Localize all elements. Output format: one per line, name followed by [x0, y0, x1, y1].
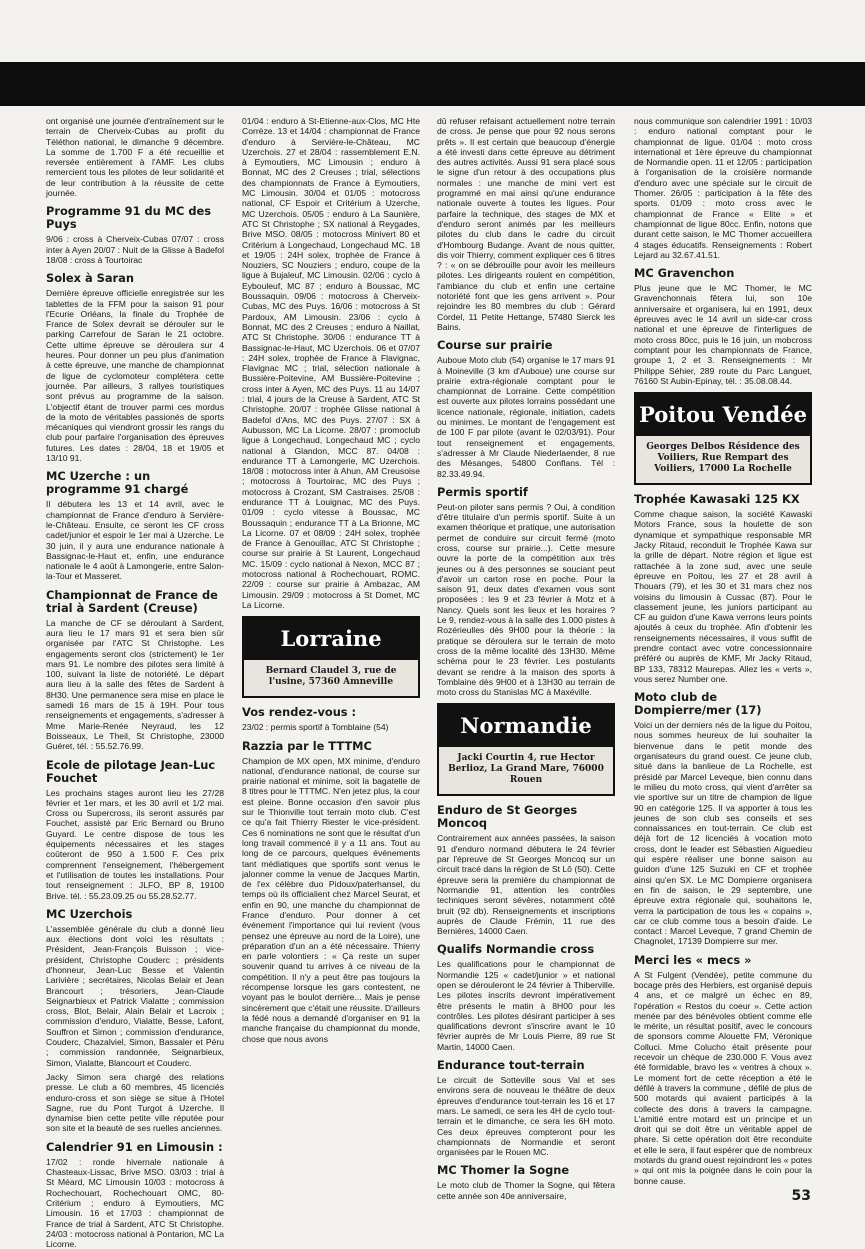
- article-paragraph: Il débutera les 13 et 14 avril, avec le championnat de France d'enduro à Servière-le-Château. Ensuite, ce seront les CF cross cadet/junior et espoir le 1er mai à Uzerche. Le 30 juin, il y aura une endurance nationale à Bassignac-le-Haut et, enfin, une endurance nationale le 4 août à Lamongerie, entre Salon-la-Tour et Masseret.: [46, 499, 224, 582]
- article-paragraph: A St Fulgent (Vendée), petite commune du bocage près des Herbiers, est organisé depuis 4 ans, et ce malgré un échec en 89, l'opération « Restos du coeur ». Cette action menée par des bénévoles obtient comme elle le mérite, un résultat positif, avec le concours de sponsors comme Alouette FM, Véronique Colluci. Mme Colucho était présente pour recevoir un chèque de 230.000 F. Vous avez été formidable, bravo les « ventres à choux ». Le moment fort de cette réception a été le défilé à travers la commune , défilé de plus de 500 motards qui avaient participés à la collecte des dons à travers la campagne. L'amitié entre motard est un principe et un droit qui se doit être un véritable appel de phare. Si cette opération doit être reconduite et elle le sera, il faut espérer que de nombreux motards du grand ouest rejoindront les « potes » qui ont mis la poignée dans le coin pour la bonne cause.: [634, 969, 812, 1186]
- article-paragraph: Comme chaque saison, la société Kawaski Motors France, sous la houlette de son dynamique et sympathique responsable MR Jacky Ritaud, reconduit le Trophée Kawa sur la grille de départ. Notre région et ligue est rattachée à la zone sud, avec une seule épreuve en Poitou, les 27 et 28 avril à Thouars (79), et les 30 et 31 mars chez nos voisins du limousin à Cussac (87). Pour le classement jeune, les juniors participant au CF au guidon d'une Kawa verrons leurs points ajoutés à ceux du trophée. Afin d'obtenir les renseignements nécessaires, il vous suffit de prendre contact avec votre concessionnaire préféré ou auprès de KMF, Mr Jacky Ritaud, BP 133, 78312 Maurepas. Allez les « verts », vous serez Number one.: [634, 509, 812, 684]
- article-paragraph: La manche de CF se déroulant à Sardent, aura lieu le 17 mars 91 et sera bien sûr organisée par l'ATC St Christophe. Les engagements seront clos (strictement) le 1er mars 91. Le nombre des pilotes sera limité à 100, suivant la liste de notoriété. Le départ aura lieu à la salle des fêtes de Sardent à 8H30. Une permanence sera mise en place le samedi 16 mars de 15 à 19H. Pour tous renseignements et engagements, s'adresser à Mme Marie-Renée Neyraud, les 12 Boisseaux, Le Theil, St Christophe, 23000 Guéret, tél. : 55.52.76.99.: [46, 617, 224, 752]
- section-heading: MC Thomer la Sogne: [437, 1163, 570, 1178]
- column-2: [242, 116, 420, 1196]
- article-paragraph: L'assemblée générale du club a donné lieu aux élections dont voici les résultats : Président, Jean-François Buisson ; vice-président, Christophe Couderc ; présidents d'honneur, Jean-Luc Besse et Valentin Larivière ; secrétaires, Nicolas Belair et Jean Brancourt ; trésoriers, Jean-Claude Seignarbieux et Patrick Vialatte ; commission cross, Blot, Belair, Alain Belair et Lacroix ; commission d'enduro, Vialatte, Besse, Lafont, Souffron et Simon ; commission d'endurance, Couderc, Chazalviel, Simon, Bassaler et Péru ; commission randonnée, Seignarbieux, Simon, Vialatte, Blancourt et Couderc.: [46, 923, 224, 1068]
- article-paragraph: Plus jeune que le MC Thomer, le MC Gravenchonnais fêtera lui, son 10e anniversaire et organisera, lui en 1991, deux épreuves avec le 14 avril un side-car cross national et une épreuve de l'interligues de moto cross 80cc, puis le 16 juin, un mobcross comptant pour les championnats de France, groupe 1, 2 et 3. Renseignements : Mr Philippe Séhier, 289 route du Parc Languet, 76160 St Aubin-Epinay, tél. : 35.08.08.44.: [634, 283, 812, 386]
- region-contact-address: Georges Delbos Résidence des Voiliers, Rue Rempart des Voiliers, 17000 La Rochelle: [646, 442, 800, 475]
- article-paragraph: Peut-on piloter sans permis ? Oui, à condition d'être titulaire d'un permis sportif. Suite à un examen théorique et pratique, une autorisation permet de conduire sur circuit fermé (moto cross, course sur prairie...). Cette mesure ouvre la porte de la compétition aux très jeunes ou à des personnes se souciant peut d'avoir un carton rose en poche. Pour la saison 91, deux dates d'examen vous sont proposées : les 9 et 23 février à Motz et à Nancy. Quels sont les lieux et les horaires ? Le 9, rendez-vous à la salle des 1.000 pistes à Rozérieulles dès 9H00 pour la théorie : la pratique se déroulera sur le terrain de moto cross de la même localité dès 13H30. Même schéma pour le 23 février. Les postulants devant se rendre à la maison des sports à Tomblaine dès 9H00 et à 13H30 au terrain de moto cross du Stanislas MC à Maxéville.: [437, 501, 615, 698]
- section-heading: Course sur prairie: [437, 338, 553, 353]
- section-heading: Ecole de pilotage Jean-Luc Fouchet: [46, 757, 216, 785]
- column-3: [437, 116, 615, 1201]
- article-paragraph: 9/06 : cross à Cherveix-Cubas 07/07 : cross inter à Ayen 20/07 : Nuit de la Glisse à Badefol 18/08 : cross à Tourtoirac: [46, 234, 224, 265]
- article-paragraph: Le circuit de Sotteville sous Val et ses environs sera de nouveau le théâtre de deux épreuves d'endurance tout-terrain les 16 et 17 mars. Le samedi, ce sera les 4H de cyclo tout-terrain et le dimanche, ce sera les 6H moto. Ces deux épreuves compteront pour les championnats de Normandie et seront organisées par le Rouen MC.: [437, 1075, 615, 1158]
- column-4: [634, 116, 812, 1196]
- page-number: 53: [791, 1188, 811, 1204]
- section-heading: Programme 91 du MC des Puys: [46, 204, 212, 232]
- section-heading: Razzia par le TTTMC: [242, 738, 372, 753]
- section-heading: Enduro de St Georges Moncoq: [437, 803, 578, 831]
- section-heading: Moto club de Dompierre/mer (17): [634, 690, 762, 718]
- article-paragraph: ont organisé une journée d'entraînement sur le terrain de Cherveix-Cubas au profit du Téléthon national, le dimanche 9 décembre. La somme de 1.700 F a été recueillie et reversée entièrement à l'AMF. Les clubs remercient tous les pilotes de leur solidarité et de leur contribution à la réussite de cette journée.: [46, 116, 224, 199]
- article-paragraph: Jacky Simon sera chargé des relations presse. Le club a 60 membres, 45 licenciés enduro-cross et son siège se situe à l'Hotel Sagne, rue du Pont Turgot à Uzerche. Il dynamise bien cette petite ville réputée pour son site et la beauté de ses ruelles anciennes.: [46, 1071, 224, 1134]
- article-paragraph: Champion de MX open, MX minime, d'enduro national, d'endurance national, de course sur prairie national et minime, soit la bagatelle de 8 titres pour le TTTMC. N'en jetez plus, la cour est pleine. Bonne occasion d'en savoir plus sur le Thionville tout terrain moto club. C'est ce qu'a fait Thierry Riester le vice-président. Ces 6 nominations ne sont que le résultat d'un long travail commencé il y a 11 ans. Tout au long de ce parcours, quelques événements tant médiatiques que sportifs sont venus le jalonner comme la venue de Jacques Martin, de l'ex célèbre duo Pidoux/paterhansel, du temps où ils officialient chez Marcel Seurat, et enfin en 90, une manche du championnat de France d'enduro. Pour donner à cet événement l'importance qui lui revient (vous pensez une épreuve au nord de la Loire), une préparation d'un an a été nécessaire. Thierry en parle volontiers : « Ça reste un super souvenir quand tu arrives à ce niveau de la compétition. Il n'y a peut être pas toujours la récompense lorsque les gars contestent, ne voyant pas le boulot derrière... Mais je pense sincèrement que c'était une réussite. D'ailleurs la fédé nous a demandé d'organiser en 91 la manche française du championnat du monde, chose que nous avons: [242, 755, 420, 1044]
- section-heading: Championnat de France de trial à Sardent (Creuse): [46, 587, 218, 615]
- region-contact-address: Bernard Claudel 3, rue de l'usine, 57360 Amneville: [265, 666, 397, 688]
- article-paragraph: 17/02 : ronde hivernale nationale à Chasteaux-Lissac, Brive MSO. 03/03 : trial à St Méard, MC Limousin 10/03 : motocross à Rochechouart, Rochechouart OMC, 80-Critérium ; enduro à Eymoutiers, MC Limousin. 16 et 17/03 : championnat de France de trial à Sardent, ATC St Christophe. 24/03 : motocross national à Pontarion, MC La Licorne.: [46, 1156, 224, 1249]
- section-heading: Solex à Saran: [46, 271, 134, 286]
- article-paragraph: Le moto club de Thomer la Sogne, qui fêtera cette année son 40e anniversaire,: [437, 1180, 615, 1201]
- section-heading: Endurance tout-terrain: [437, 1058, 585, 1073]
- article-paragraph: dû refuser refaisant actuellement notre terrain de cross. Je pense que pour 92 nous serons prêts ». Il est certain que beaucoup d'énergie a été investi dans cette épreuve au détriment des autres activités. Aussi 91 sera placé sous le signe d'un retour à des occupations plus normales : une manche de mini vert est programmé en mai ainsi qu'une endurance nationale ouverte à toutes les ligues. Pour parfaire la technique, des stages de MX et d'enduro seront animés par les meilleurs pilotes du club dans le cadre du circuit d'Hombourg Budange. Avant de nous quitter, dis voir Thierry, comment expliquer ces 6 titres ? : « on se débrouille pour avoir les meilleurs pilotes. Les dirigeants roulent en compétition, l'ambiance du club et enfin une certaine notoriété font que les gens arrivent ». Pour rejoindre les 80 membres du club : Gérard Cordel, 11 Petite Hettange, 57480 Sierck les Bains.: [437, 116, 615, 332]
- region-title: Lorraine: [244, 618, 418, 660]
- region-title: Normandie: [439, 705, 613, 747]
- region-box: [437, 703, 615, 796]
- section-heading: Vos rendez-vous :: [242, 705, 357, 720]
- article-paragraph: Voici un der derniers nés de la ligue du Poitou, nous sommes heureux de lui souhaiter la bienvenue dans le petit monde des organisateurs du grand ouest. Ce jeune club, situé dans la banlieue de La Rochelle, est présidé par Marcel Leveque, bien connu dans le milieu du moto cross, qui vient d'arrêter sa vie sportive sur un titre de champion de ligue 90 en catégorie 125. Il va apporter à tous les jeunes de son club ses conseils et ses connaissances en tout-terrain. Ce club est déjà fort de 12 licenciés à vocation moto cross, dont le leader est Sébastien Aiguedieu qui espère réaliser une bonne saison au guidon d'une 125 Suzuki en CF et trophée ainsi qu'en SX. Le MC Dompierre organisera en fin de saison, le 29 septembre, une épreuve extra régionale qui, souhaitons le, verra la participation de tous les « copains », car ce club comme tous a besoin d'aide. Le contact : Marcel Leveque, 7 grand Chemin de Chagnolet, 17139 Dompierre sur mer.: [634, 720, 812, 947]
- section-heading: Qualifs Normandie cross: [437, 942, 595, 957]
- region-title: Poitou Vendée: [636, 394, 810, 436]
- column-1: [46, 116, 224, 1249]
- region-box: [242, 616, 420, 698]
- section-heading: Permis sportif: [437, 484, 528, 499]
- article-paragraph: 23/02 : permis sportif à Tomblaine (54): [242, 722, 389, 733]
- section-heading: MC Uzerche : un programme 91 chargé: [46, 469, 189, 497]
- article-paragraph: nous communique son calendrier 1991 : 10/03 : enduro national comptant pour le championnat de ligue. 01/04 : moto cross international et 1ère épreuve du championnat de Normandie open. 11 et 12/05 : participation à l'organisation de la croisière normande d'enduro avec une spéciale sur le circuit de Thomer. 26/05 : participation à la fête des sports. 01/09 : moto cross avec le championnat de France « Elite » et championnat de ligue 80cc. Enfin, notons que durant cette saison, le MC Thomer accueillera 4 stages éducatifs. Renseignements : Robert Lejard au 32.67.41.51.: [634, 116, 812, 260]
- section-heading: Trophée Kawasaki 125 KX: [634, 492, 800, 507]
- article-paragraph: Contrairement aux années passées, la saison 91 d'enduro normand débutera le 24 février par l'épreuve de St Georges Moncoq sur un circuit tracé dans la région de St Lô (50). Cette épreuve sera la première du championnat de Normandie 91, attention les contrôles techniques seront sévères, notamment côté bruit (92 db). Renseignements et inscriptions auprès de Claude Frémin, 11 rue des Berniéres, 14000 Caen.: [437, 833, 615, 937]
- region-contact-address: Jacki Courtin 4, rue Hector Berlioz, La Grand Mare, 76000 Rouen: [448, 753, 604, 786]
- article-paragraph: Auboue Moto club (54) organise le 17 mars 91 à Moineville (3 km d'Auboue) une course sur prairie extra-régionale comptant pour le championnat de Lorraine. Cette compétition est ouverte aux pilotes lorrains possédant une licence nationale, régionale, initiation, cadets ou minimes. Le montant de l'engagement est de 100 F par pilote (avant le 02/03/91). Pour tout renseignement et engagements, s'adresser à Mr Claude Niederlaender, 8 rue des Mésanges, 54800 Conflans. Tél : 82.33.49.94.: [437, 355, 615, 479]
- article-paragraph: 01/04 : enduro à St-Etienne-aux-Clos, MC Hte Corrèze. 13 et 14/04 : championnat de France d'enduro à Servière-le-Château, MC Uzerchois. 27 et 28/04 : rassemblement E.N. à Eymoutiers, MC Limousin ; enduro à Bonnat, MC des 2 Creuses ; trial, sélections des championnats de France à Eymoutiers, MC Limousin. 30/04 et 01/05 : motocross national, CF Espoir et Critérium à Uzerche, MC Uzerchois. 05/05 : enduro à La Saunière, ATC St Christophe ; SX national à Reygades, Brive MSO. 08/05 : motocross Minivert 80 et Critérium à Longechaud, Longechaud MC. 18 et 19/05 : 24H solex, trophée de France à Nouziers, SC Nouziers ; enduro, coupe de la ligue à Bujaleuf, MC Limousin. 02/06 : cyclo à Eybouleuf, MC 87 ; enduro à Boussac, MC Boussaquin. 09/06 : motocross à Cherveix-Cubas, MC des Puys. 16/06 : motocross à St Pardoux, AM Limousin. 23/06 : cyclo à Bonnat, MC des 2 Creuses ; enduro à Naillat, ATC St Christophe. 30/06 : endurance TT à Bassignac-le-Haut, MC Uzerchois. 06 et 07/07 : 24H solex, trophée de France à Flavignac, Flavignac MC ; trial, sélection nationale à Bussière-Poitevine, AM Bussière-Poitevine ; cross inter à Ayen, MC des Puys. 11 au 14/07 : trial, 4 jours de la Creuse à Sardent, ATC St Christophe. 20/07 : trophée Glisse national à Badefol d'Ans, MC des Puys. 27/07 : SX à Aubusson, MC La Licorne. 28/07 : promoclub ligue à Longechaud, Longechaud MC ; cyclo national à Glandon, MCC 87. 04/08 : endurance TT à Lamongerie, MC Uzerchois. 18/08 : motocross inter à Ahun, AM Creusoise ; motocross à Tourtoirac, MC des Puys ; motocross à Crozant, SM Castraises. 25/08 : endurance TT à Louignac, MC des Puys. 01/09 : cyclo vitesse à Boussac, MC Boussaquin ; endurance TT à La Brionne, MC La Licorne. 07 et 08/09 : 24H solex, trophée de France à Genouillac, ATC St Christophe ; course sur prairie à St Laurent, Longechaud MC. 15/09 : cyclo national à Nexon, MCC 87 ; motocross national à Rochechouart, ROMC. 22/09 : course sur prairie à Ambazac, AM Limousin. 29/09 : motocross à St Domet, MC La Licorne.: [242, 116, 420, 610]
- top-black-banner: [0, 62, 865, 106]
- section-heading: Merci les « mecs »: [634, 952, 752, 967]
- section-heading: Calendrier 91 en Limousin :: [46, 1139, 223, 1154]
- region-box: [634, 392, 812, 485]
- article-paragraph: Dernière épreuve officielle enregistrée sur les tablettes de la FFM pour la saison 91 pour l'Ecurie Orléans, la finale du Trophée de France de Solex devrait se dérouler sur le parking Carrefour de Saran le 21 octobre. Cette ultime épreuve se déroulera sur 4 heures. Pour donner un peu plus d'animation à cette épreuve, une manche de championnat de ligue de cyclomoteur complétera cette journée. Par ailleurs, 3 rallyes touristiques sont prévus au programme de la saison. L'objectif étant de trouver parmi ces mordus de la moto de véritables passionés de sports mécaniques qui viendront grossir les rangs du club pour parfaire l'organisation des épreuves futures. Les dates : 28/04, 18 et 19/05 et 13/10 91.: [46, 288, 224, 464]
- article-paragraph: Les prochains stages auront lieu les 27/28 février et 1er mars, et les 30 avril et 1/2 mai. Cross ou Supercross, ils seront assurés par Fouchet, assisté par Eric Bernard ou Bruno Guyard. Le centre dispose de tous les équipements nécessaires et les stages coûteront de 950 à 1.500 F. Ces prix comprennent l'enseignement, l'hébergement et l'utilisation de toutes les installations. Pour tout renseignement : JLFO, BP 8, 19100 Brive. tél. : 55.23.09.25 ou 55.28.52.77.: [46, 787, 224, 901]
- article-paragraph: Les qualifications pour le championnat de Normandie 125 « cadet/junior » et national open se dérouleront le 24 février à Thiberville. Les pilotes inscrits devront impérativement être présents le matin à 8H00 pour les contrôles. Les pilotes désirant participer à ses qualifications devront s'inscrire avant le 10 février auprès de Mr Louis Pierre, 89 rue St Martin, 14000 Caen.: [437, 959, 615, 1052]
- section-heading: MC Gravenchon: [634, 266, 735, 281]
- section-heading: MC Uzerchois: [46, 906, 133, 921]
